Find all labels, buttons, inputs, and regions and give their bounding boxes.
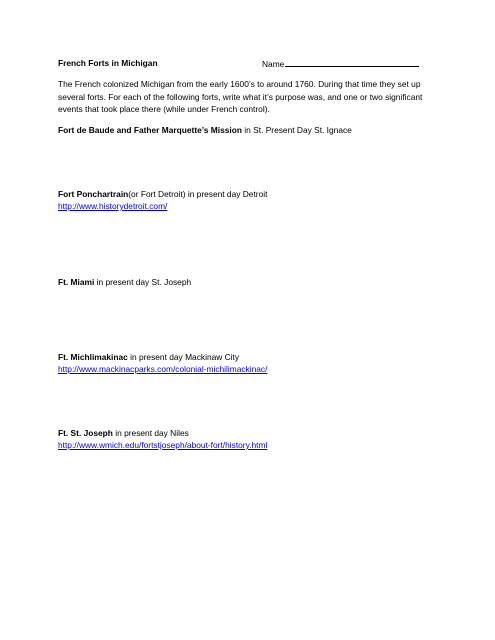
fort-link-row xyxy=(58,440,267,451)
name-blank-line[interactable] xyxy=(285,58,419,67)
name-field[interactable] xyxy=(262,58,419,70)
fort-location: in present day St. Joseph xyxy=(94,277,192,287)
fort-name: Fort Ponchartrain xyxy=(58,189,129,199)
fort-item-miami xyxy=(58,277,191,288)
fort-link-row xyxy=(58,201,167,212)
fort-location: in present day Mackinaw City xyxy=(127,352,240,362)
fort-location: in present day Niles xyxy=(112,428,189,438)
document-title: French Forts in Michigan xyxy=(58,58,158,68)
fort-item-baude xyxy=(58,125,352,136)
name-label: Name xyxy=(262,59,285,69)
fort-michlimakinac-link[interactable]: http://www.mackinacparks.com/colonial-michilimackinac/ xyxy=(58,364,268,374)
intro-line-3: events that took place there (while under French control). xyxy=(58,104,270,114)
fort-item-michlimakinac xyxy=(58,352,239,363)
fort-ponchartrain-link[interactable]: http://www.historydetroit.com/ xyxy=(58,201,168,211)
fort-st-joseph-link[interactable]: http://www.wmich.edu/fortstjoseph/about-fort/history.html xyxy=(58,440,268,450)
fort-location: (or Fort Detroit) in present day Detroit xyxy=(128,189,268,199)
fort-location: in St. Present Day St. Ignace xyxy=(241,125,352,135)
fort-link-row xyxy=(58,364,267,375)
fort-item-st-joseph xyxy=(58,428,189,439)
intro-line-2: several forts. For each of the following forts, write what it’s purpose was, and one or two significant xyxy=(58,92,423,102)
fort-name: Ft. St. Joseph xyxy=(58,428,113,438)
intro-line-1: The French colonized Michigan from the early 1600’s to around 1760. During that time they set up xyxy=(58,79,421,89)
fort-name: Ft. Michlimakinac xyxy=(58,352,128,362)
fort-name: Fort de Baude and Father Marquette’s Mission xyxy=(58,125,242,135)
fort-item-ponchartrain xyxy=(58,189,267,200)
fort-name: Ft. Miami xyxy=(58,277,95,287)
